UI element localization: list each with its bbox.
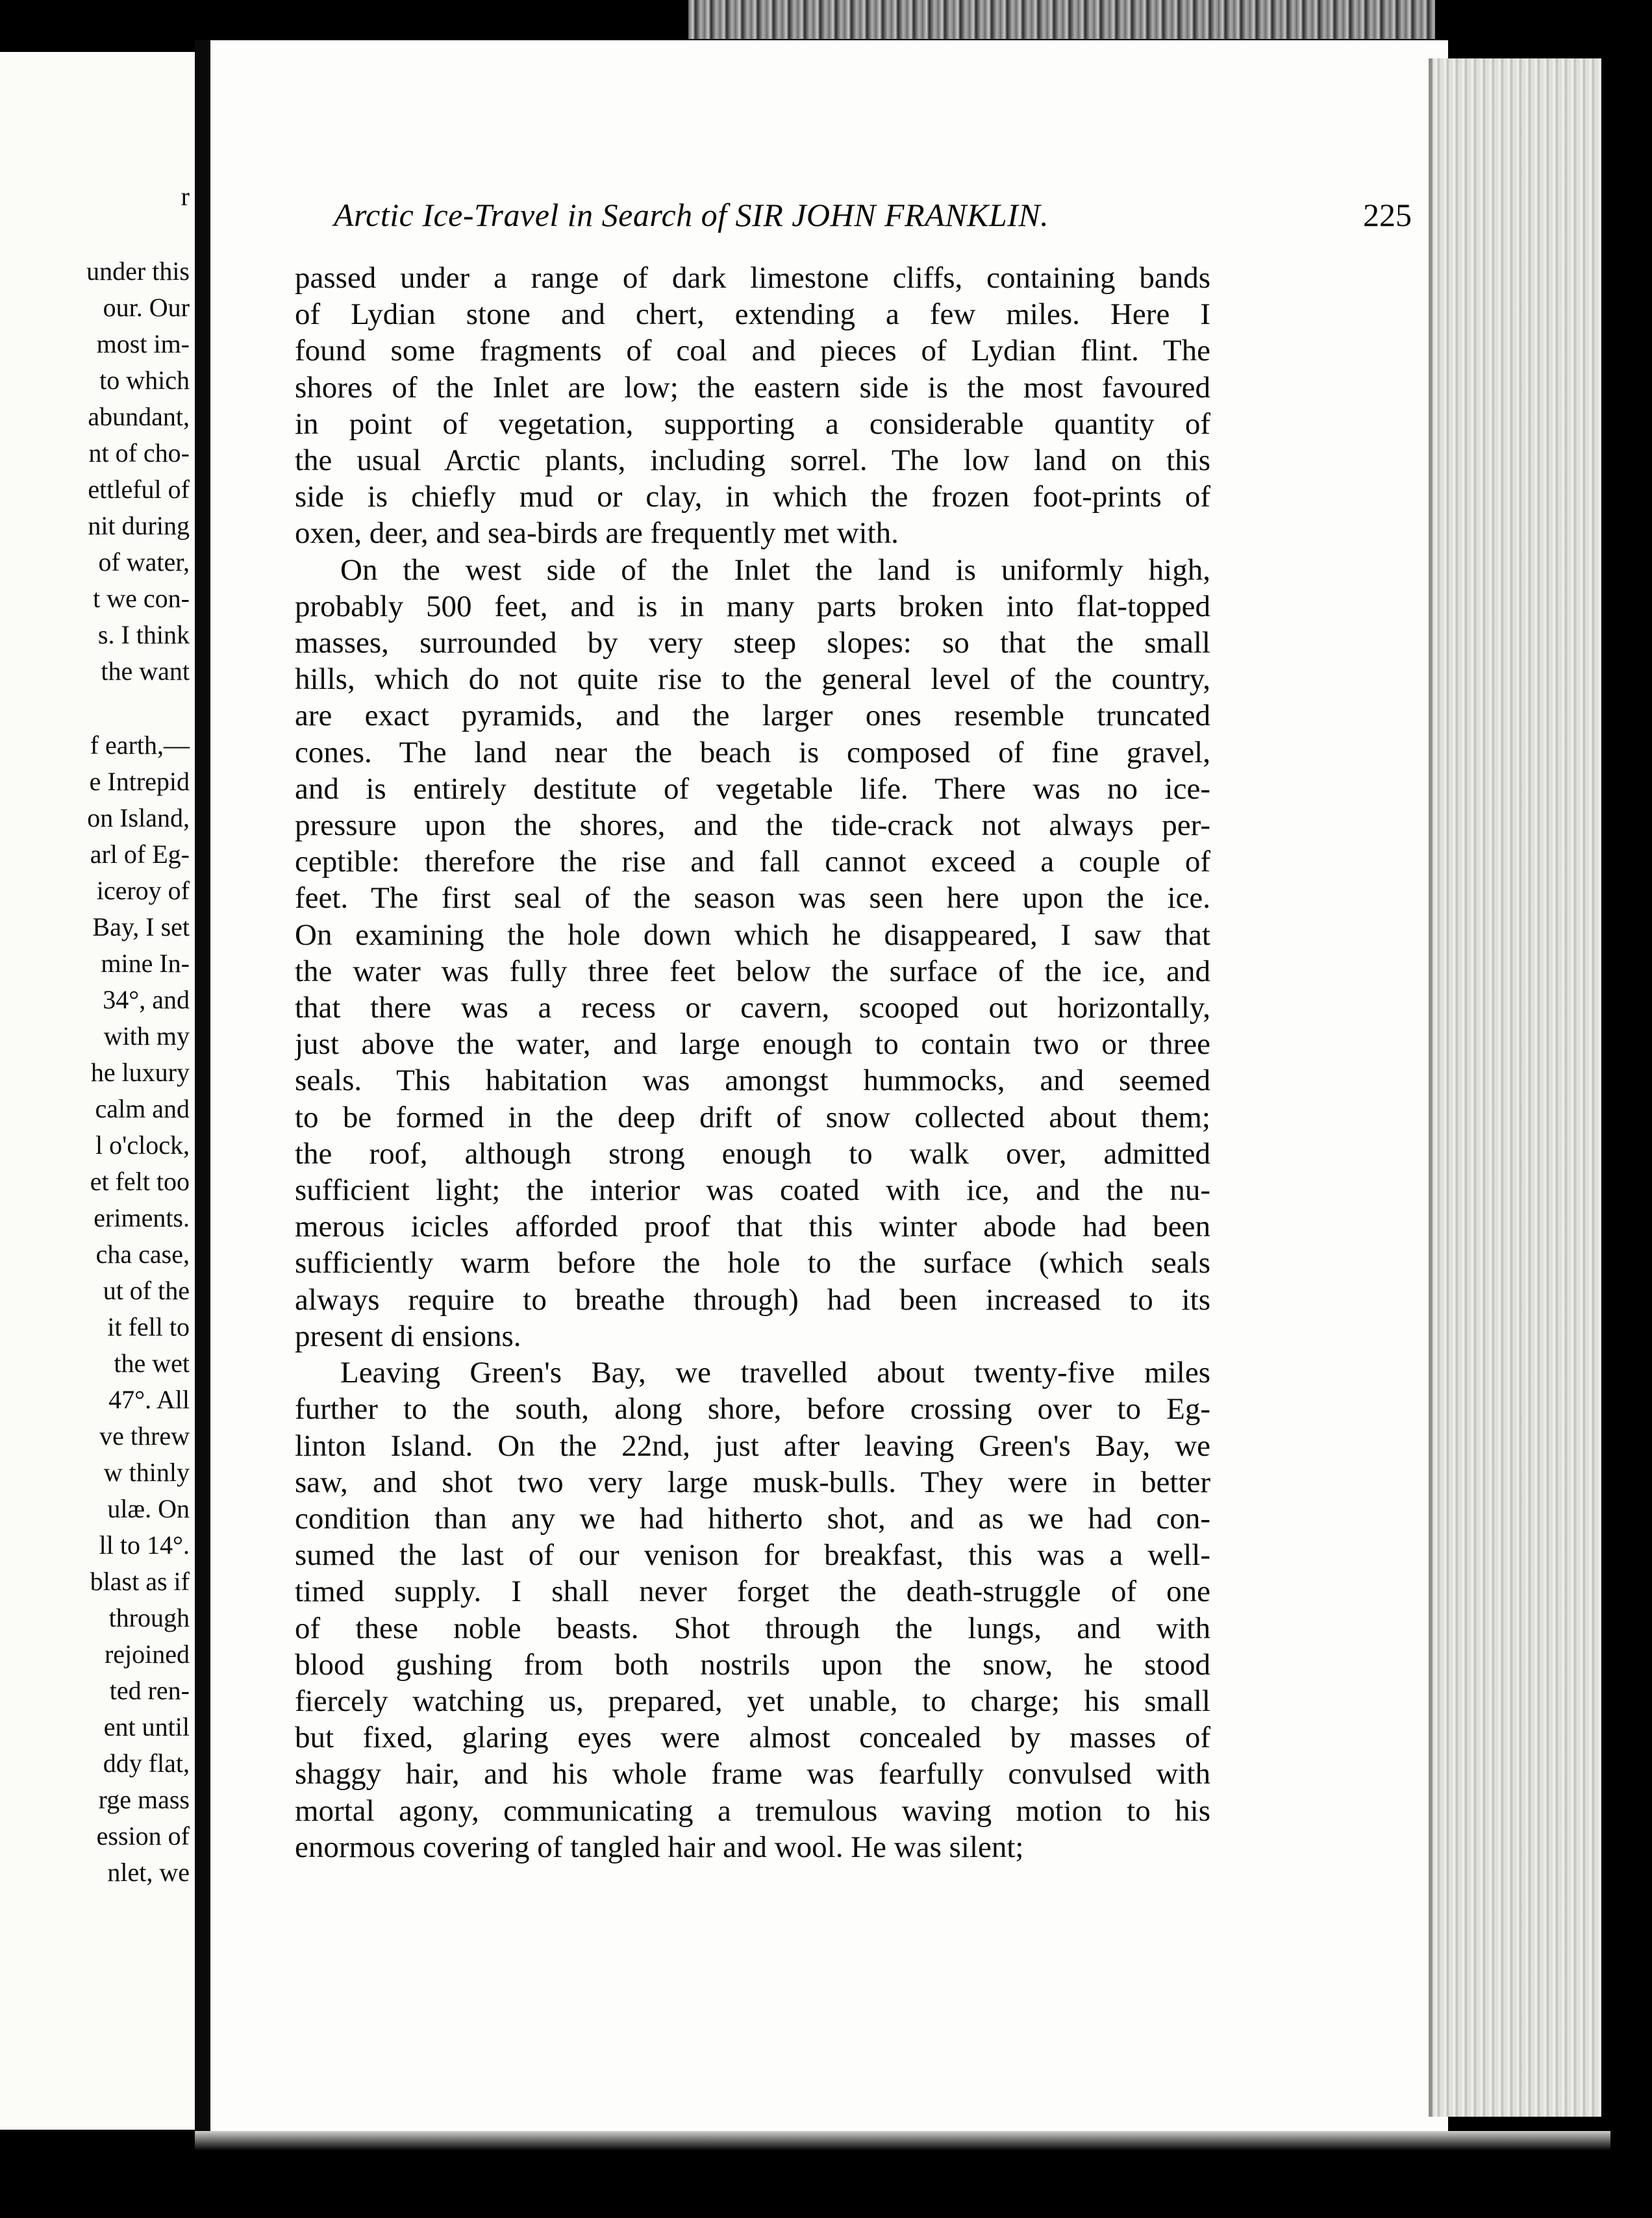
text-line: to be formed in the deep drift of snow collected about them; [295,1100,1210,1134]
left-page-text-fragment: iceroy of [96,876,190,905]
text-line: linton Island. On the 22nd, just after leaving Green's Bay, we [295,1428,1210,1463]
left-page-text-fragment: it fell to [107,1312,190,1341]
left-page-text-fragment: ettleful of [88,475,190,504]
text-line: feet. The first seal of the season was seen here upon the ice. [295,881,1210,916]
left-page-text-fragment: most im- [96,329,190,358]
text-line: side is chiefly mud or clay, in which the frozen foot-prints of [295,480,1210,514]
left-page-text-fragment: our. Our [103,293,190,322]
text-line: shaggy hair, and his whole frame was fearfully convulsed with [295,1757,1210,1791]
text-line: found some fragments of coal and pieces of Lydian flint. The [295,334,1210,368]
left-page-text-fragment: with my [103,1021,190,1051]
left-page-text-fragment: ession of [96,1821,190,1850]
text-line: the usual Arctic plants, including sorrel. The low land on this [295,443,1210,478]
book-page [195,40,1448,2131]
previous-page-fragment [0,52,195,2130]
page-number: 225 [1363,197,1412,233]
text-line: the roof, although strong enough to walk over, admitted [295,1136,1210,1171]
text-line: the water was fully three feet below the surface of the ice, and [295,954,1210,988]
text-line: saw, and shot two very large musk-bulls. They were in better [295,1465,1210,1499]
left-page-text-fragment: eriments. [94,1203,190,1232]
page-edge-stack [1433,58,1601,2117]
left-page-text-fragment: s. I think [97,620,190,649]
text-line: fiercely watching us, prepared, yet unable, to charge; his small [295,1684,1210,1718]
left-page-text-fragment: nlet, we [107,1858,190,1887]
text-line: sufficiently warm before the hole to the surface (which seals [295,1246,1210,1280]
left-page-text-fragment: et felt too [90,1167,190,1196]
left-page-text-fragment: 47°. All [108,1385,190,1414]
left-page-text-fragment: ll to 14°. [99,1530,190,1560]
text-line: in point of vegetation, supporting a considerable quantity of [295,406,1210,441]
page-header [334,196,1412,248]
left-page-text-fragment: Bay, I set [92,912,190,941]
body-text [295,260,1210,1865]
left-page-text-fragment: w thinly [103,1458,190,1487]
left-page-text-fragment: to which [99,366,190,395]
text-line: ceptible: therefore the rise and fall cannot exceed a couple of [295,845,1210,879]
text-line: merous icicles afforded proof that this winter abode had been [295,1210,1210,1244]
text-line: seals. This habitation was amongst hummocks, and seemed [295,1064,1210,1098]
left-page-text-fragment: cha case, [95,1240,190,1269]
text-line: pressure upon the shores, and the tide-crack not always per- [295,808,1210,843]
text-line: are exact pyramids, and the larger ones resemble truncated [295,699,1210,733]
text-line: oxen, deer, and sea-birds are frequently met with. [295,516,899,551]
left-page-text-fragment: the wet [114,1349,190,1378]
text-line: blood gushing from both nostrils upon the snow, he stood [295,1647,1210,1682]
text-line: that there was a recess or cavern, scooped out horizontally, [295,991,1210,1025]
text-line: and is entirely destitute of vegetable life. There was no ice- [295,771,1210,806]
text-line: but fixed, glaring eyes were almost concealed by masses of [295,1721,1210,1755]
left-page-text-fragment: 34°, and [103,985,190,1014]
text-line: enormous covering of tangled hair and wool. He was silent; [295,1830,1024,1864]
text-line: Leaving Green's Bay, we travelled about twenty-five miles [340,1356,1210,1390]
text-line: On examining the hole down which he disappeared, I saw that [295,917,1210,952]
bottom-page-edge [195,2131,1610,2150]
text-line: of Lydian stone and chert, extending a few miles. Here I [295,297,1210,332]
left-page-text-fragment: e Intrepid [89,767,190,796]
left-page-text-fragment: ut of the [103,1276,190,1305]
left-page-text-fragment: rge mass [98,1785,190,1814]
running-title: Arctic Ice-Travel in Search of SIR JOHN FRANKLIN. [334,197,1049,233]
text-line: On the west side of the Inlet the land is uniformly high, [340,553,1210,587]
text-line: just above the water, and large enough to contain two or three [295,1027,1210,1062]
left-page-text-fragment: l o'clock, [95,1130,190,1160]
text-line: further to the south, along shore, before crossing over to Eg- [295,1392,1210,1427]
left-page-text-fragment: mine In- [101,949,190,978]
text-line: condition than any we had hitherto shot, and as we had con- [295,1501,1210,1536]
left-page-text-fragment: ent until [103,1712,190,1741]
left-page-text-fragment: r [181,182,190,211]
text-line: passed under a range of dark limestone cliffs, containing bands [295,261,1210,295]
text-line: cones. The land near the beach is composed of fine gravel, [295,735,1210,769]
text-line: always require to breathe through) had been increased to its [295,1282,1210,1317]
text-line: shores of the Inlet are low; the eastern side is the most favoured [295,370,1210,405]
left-page-text-fragment: calm and [95,1094,190,1123]
text-line: masses, surrounded by very steep slopes: so that the small [295,626,1210,660]
left-page-text-fragment: on Island, [87,803,190,832]
left-page-text-fragment: of water, [98,547,190,577]
left-page-text-fragment: nt of cho- [88,438,190,467]
left-page-text-fragment: ulæ. On [107,1494,190,1523]
left-page-text-fragment: nit during [88,511,190,540]
text-line: of these noble beasts. Shot through the lungs, and with [295,1611,1210,1645]
top-scan-noise [688,0,1435,39]
left-page-text-fragment: through [108,1603,190,1632]
left-page-text-fragment: rejoined [104,1639,190,1669]
left-page-text-fragment: ve threw [99,1421,190,1451]
left-page-text-fragment: under this [86,256,190,286]
left-page-text-fragment: f earth,— [90,730,190,760]
left-page-text-fragment: abundant, [88,402,190,431]
left-page-text-fragment: ted ren- [109,1676,190,1705]
text-line: mortal agony, communicating a tremulous waving motion to his [295,1793,1210,1828]
left-page-text-fragment: t we con- [93,584,190,613]
left-page-text-fragment: the want [101,656,190,686]
left-page-text-fragment: he luxury [90,1058,190,1087]
text-line: probably 500 feet, and is in many parts broken into flat-topped [295,589,1210,623]
text-line: present di ensions. [295,1319,521,1353]
text-line: hills, which do not quite rise to the general level of the country, [295,662,1210,697]
text-line: sumed the last of our venison for breakfast, this was a well- [295,1538,1210,1573]
text-line: timed supply. I shall never forget the death-struggle of one [295,1575,1210,1609]
text-line: sufficient light; the interior was coated with ice, and the nu- [295,1173,1210,1208]
left-page-text-fragment: ddy flat, [103,1749,190,1778]
left-page-text-fragment: arl of Eg- [90,840,190,869]
left-page-text-fragment: blast as if [90,1567,190,1596]
